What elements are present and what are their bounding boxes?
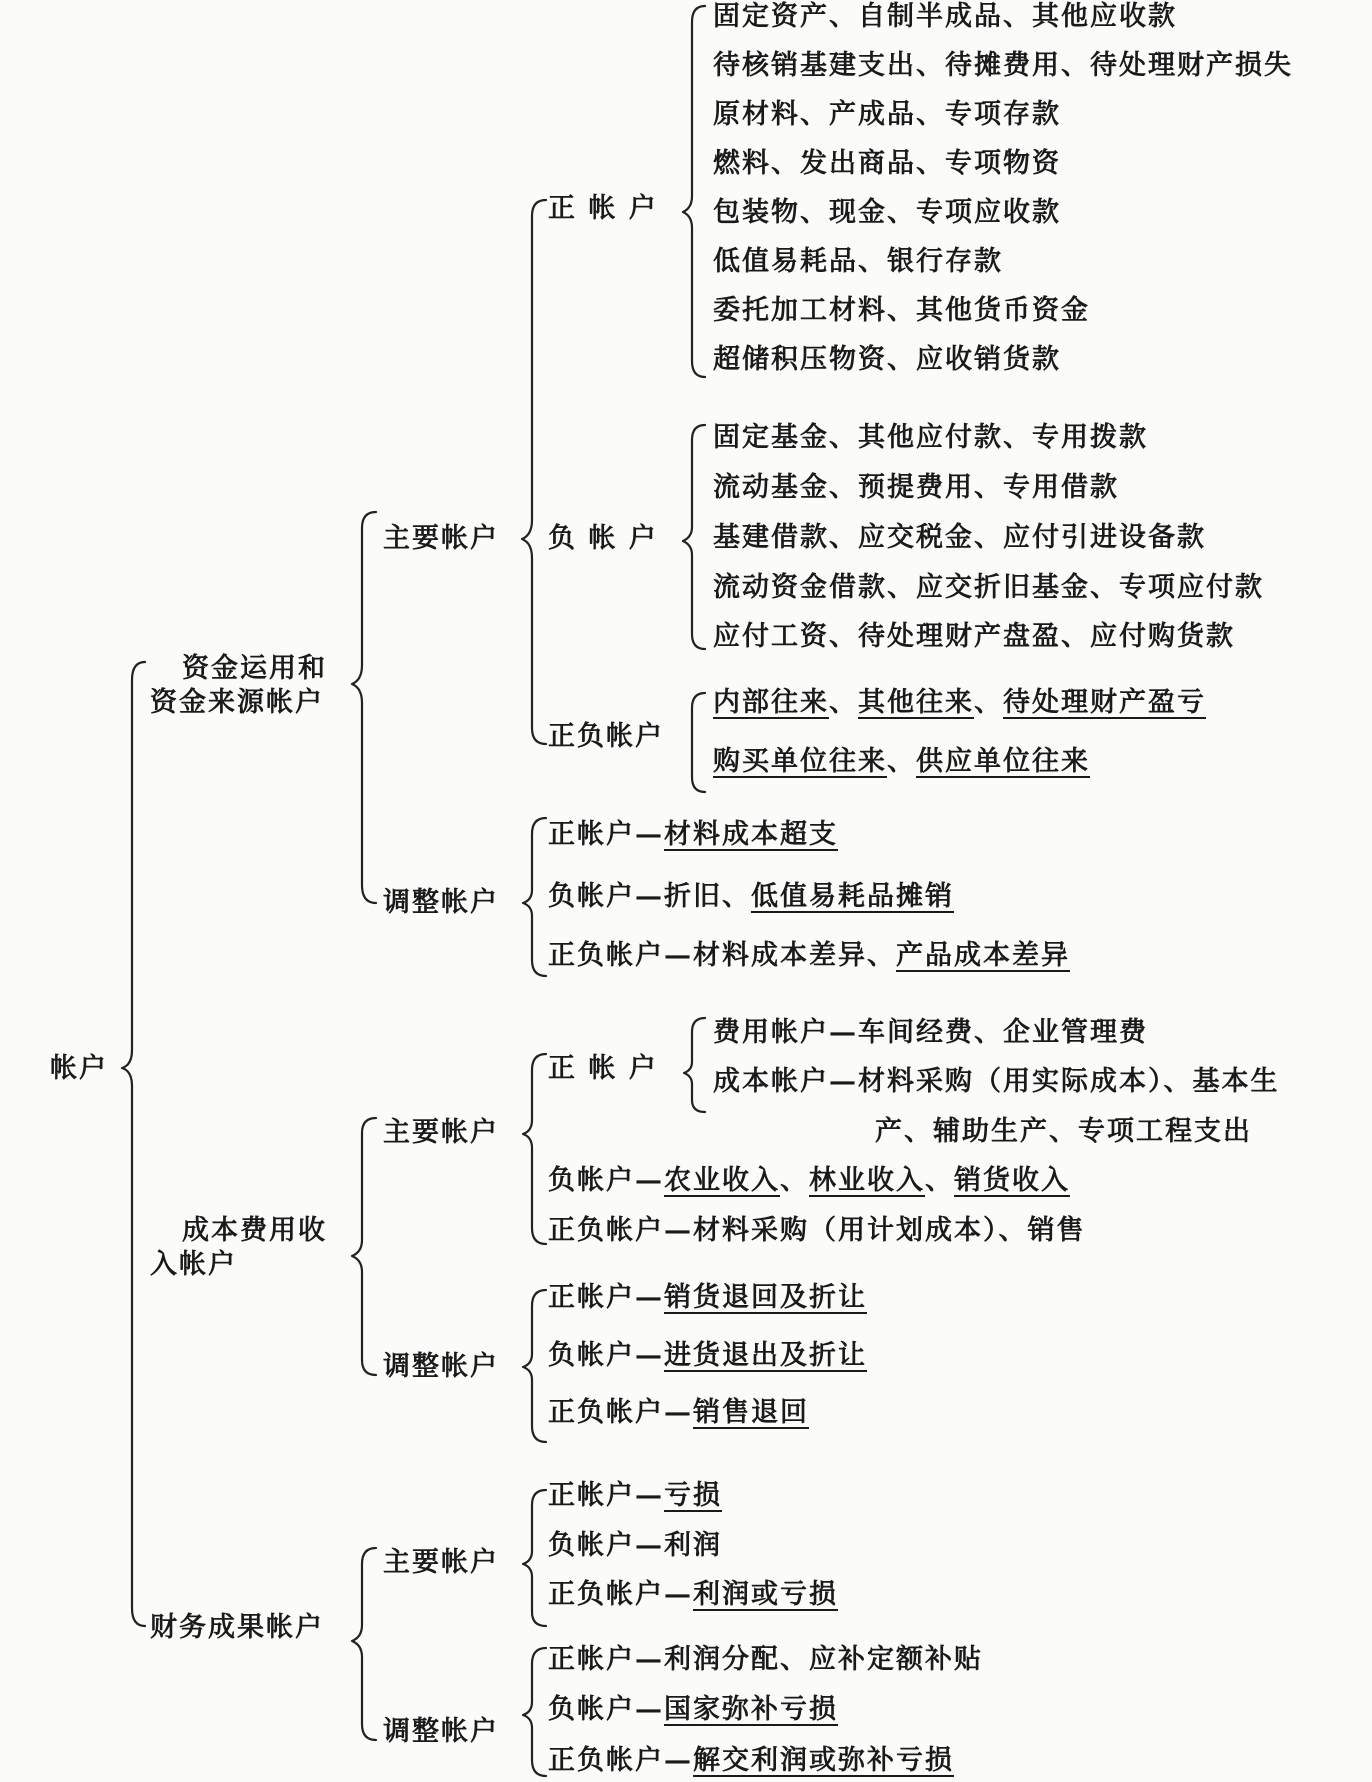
fund-group-label-line2: 资金来源帐户 <box>150 687 324 718</box>
income-item: 销货收入 <box>954 1165 1070 1196</box>
account-item: 国家弥补亏损 <box>664 1694 838 1725</box>
account-item: 销售退回 <box>693 1397 809 1428</box>
fund-negative-item: 基建借款、应交税金、应付引进设备款 <box>713 522 1206 553</box>
prefix: 正帐户— <box>548 819 664 850</box>
cost-adjust-positive <box>548 1281 867 1315</box>
prefix: 负帐户— <box>548 1165 664 1196</box>
fund-main-positive-label: 正 帐 户 <box>548 193 658 224</box>
account-item: 销货退回及折让 <box>664 1282 867 1313</box>
brace-fund-main-positive <box>683 6 705 377</box>
prefix: 正负帐户— <box>548 1745 693 1776</box>
account-item: 产品成本差异 <box>896 940 1070 971</box>
brace-fund-main <box>522 200 546 744</box>
fund-positive-item: 原材料、产成品、专项存款 <box>713 99 1061 130</box>
cost-main-positive-label: 正 帐 户 <box>548 1053 658 1084</box>
cost-positive-line1: 费用帐户—车间经费、企业管理费 <box>713 1017 1148 1048</box>
prefix: 正帐户— <box>548 1282 664 1313</box>
dual-account-item: 内部往来 <box>713 687 829 718</box>
prefix: 负帐户— <box>548 1694 664 1725</box>
fund-adjust-negative <box>548 880 954 914</box>
account-item: 亏损 <box>664 1480 722 1511</box>
result-adjust-label: 调整帐户 <box>383 1716 499 1747</box>
cost-adjust-label: 调整帐户 <box>383 1351 499 1382</box>
account-item: 进货退出及折让 <box>664 1340 867 1371</box>
account-item: 低值易耗品摊销 <box>751 881 954 912</box>
fund-adjust-positive <box>548 818 838 852</box>
result-adjust-negative <box>548 1693 838 1727</box>
fund-positive-item: 超储积压物资、应收销货款 <box>713 344 1061 375</box>
fund-positive-item: 燃料、发出商品、专项物资 <box>713 148 1061 179</box>
account-item: 材料成本超支 <box>664 819 838 850</box>
prefix: 正帐户— <box>548 1480 664 1511</box>
account-item: 利润分配、应补定额补贴 <box>664 1644 983 1675</box>
result-main-positive <box>548 1479 722 1513</box>
cost-main-label: 主要帐户 <box>383 1117 499 1148</box>
result-main-negative <box>548 1529 722 1563</box>
income-item: 农业收入 <box>664 1165 780 1196</box>
separator: 、 <box>780 1165 809 1196</box>
brace-root <box>122 662 145 1626</box>
prefix: 负帐户— <box>548 1530 664 1561</box>
prefix: 正负帐户— <box>548 1579 693 1610</box>
cost-main-negative <box>548 1164 1070 1198</box>
brace-fund <box>352 512 376 903</box>
brace-cost <box>352 1118 376 1375</box>
brace-cost-adjust <box>523 1290 546 1442</box>
fund-negative-item: 固定基金、其他应付款、专用拨款 <box>713 422 1148 453</box>
dual-account-item: 供应单位往来 <box>916 746 1090 777</box>
fund-dual-line2 <box>713 745 1090 779</box>
fund-dual-line1 <box>713 686 1206 720</box>
cost-group-label-line1: 成本费用收 <box>182 1215 327 1246</box>
result-group-label: 财务成果帐户 <box>150 1612 324 1643</box>
separator: 、 <box>974 687 1003 718</box>
fund-negative-item: 流动资金借款、应交折旧基金、专项应付款 <box>713 572 1264 603</box>
cost-main-dual: 正负帐户—材料采购（用计划成本）、销售 <box>548 1215 1086 1246</box>
fund-negative-item: 流动基金、预提费用、专用借款 <box>713 472 1119 503</box>
brace-fund-main-dual <box>692 693 705 792</box>
dual-account-item: 购买单位往来 <box>713 746 887 777</box>
brace-cost-main <box>523 1054 546 1244</box>
fund-group-label-line1: 资金运用和 <box>182 653 327 684</box>
prefix: 正负帐户—材料成本差异、 <box>548 940 896 971</box>
fund-main-label: 主要帐户 <box>383 523 499 554</box>
cost-positive-line3: 产、辅助生产、专项工程支出 <box>875 1116 1252 1147</box>
cost-adjust-negative <box>548 1339 867 1373</box>
fund-positive-item: 固定资产、自制半成品、其他应收款 <box>713 1 1177 32</box>
fund-positive-item: 低值易耗品、银行存款 <box>713 246 1003 277</box>
result-main-dual <box>548 1578 838 1612</box>
brace-fund-main-negative <box>683 425 705 649</box>
fund-adjust-dual <box>548 939 1070 973</box>
brace-fund-adjust <box>523 818 546 976</box>
dual-account-item: 其他往来 <box>858 687 974 718</box>
income-item: 林业收入 <box>809 1165 925 1196</box>
fund-positive-item: 委托加工材料、其他货币资金 <box>713 295 1090 326</box>
root-label: 帐户 <box>50 1053 108 1084</box>
fund-main-negative-label: 负 帐 户 <box>548 523 658 554</box>
prefix: 正负帐户— <box>548 1397 693 1428</box>
prefix: 负帐户—折旧、 <box>548 881 751 912</box>
fund-negative-item: 应付工资、待处理财产盘盈、应付购货款 <box>713 621 1235 652</box>
account-item: 解交利润或弥补亏损 <box>693 1745 954 1776</box>
cost-adjust-dual <box>548 1396 809 1430</box>
prefix: 负帐户— <box>548 1340 664 1371</box>
brace-result-adjust <box>523 1648 546 1776</box>
fund-positive-item: 待核销基建支出、待摊费用、待处理财产损失 <box>713 50 1293 81</box>
separator: 、 <box>829 687 858 718</box>
brace-cost-main-positive <box>684 1018 705 1112</box>
fund-positive-item: 包装物、现金、专项应收款 <box>713 197 1061 228</box>
cost-group-label-line2: 入帐户 <box>150 1249 237 1280</box>
result-adjust-positive <box>548 1643 983 1677</box>
separator: 、 <box>887 746 916 777</box>
account-item: 利润 <box>664 1530 722 1561</box>
dual-account-item: 待处理财产盈亏 <box>1003 687 1206 718</box>
cost-positive-line2: 成本帐户—材料采购（用实际成本）、基本生 <box>713 1066 1280 1097</box>
prefix: 正帐户— <box>548 1644 664 1675</box>
fund-adjust-label: 调整帐户 <box>383 887 499 918</box>
fund-main-dual-label: 正负帐户 <box>548 721 664 752</box>
separator: 、 <box>925 1165 954 1196</box>
account-item: 利润或亏损 <box>693 1579 838 1610</box>
result-adjust-dual <box>548 1744 954 1778</box>
result-main-label: 主要帐户 <box>383 1547 499 1578</box>
brace-result <box>352 1548 376 1740</box>
brace-result-main <box>523 1490 546 1626</box>
